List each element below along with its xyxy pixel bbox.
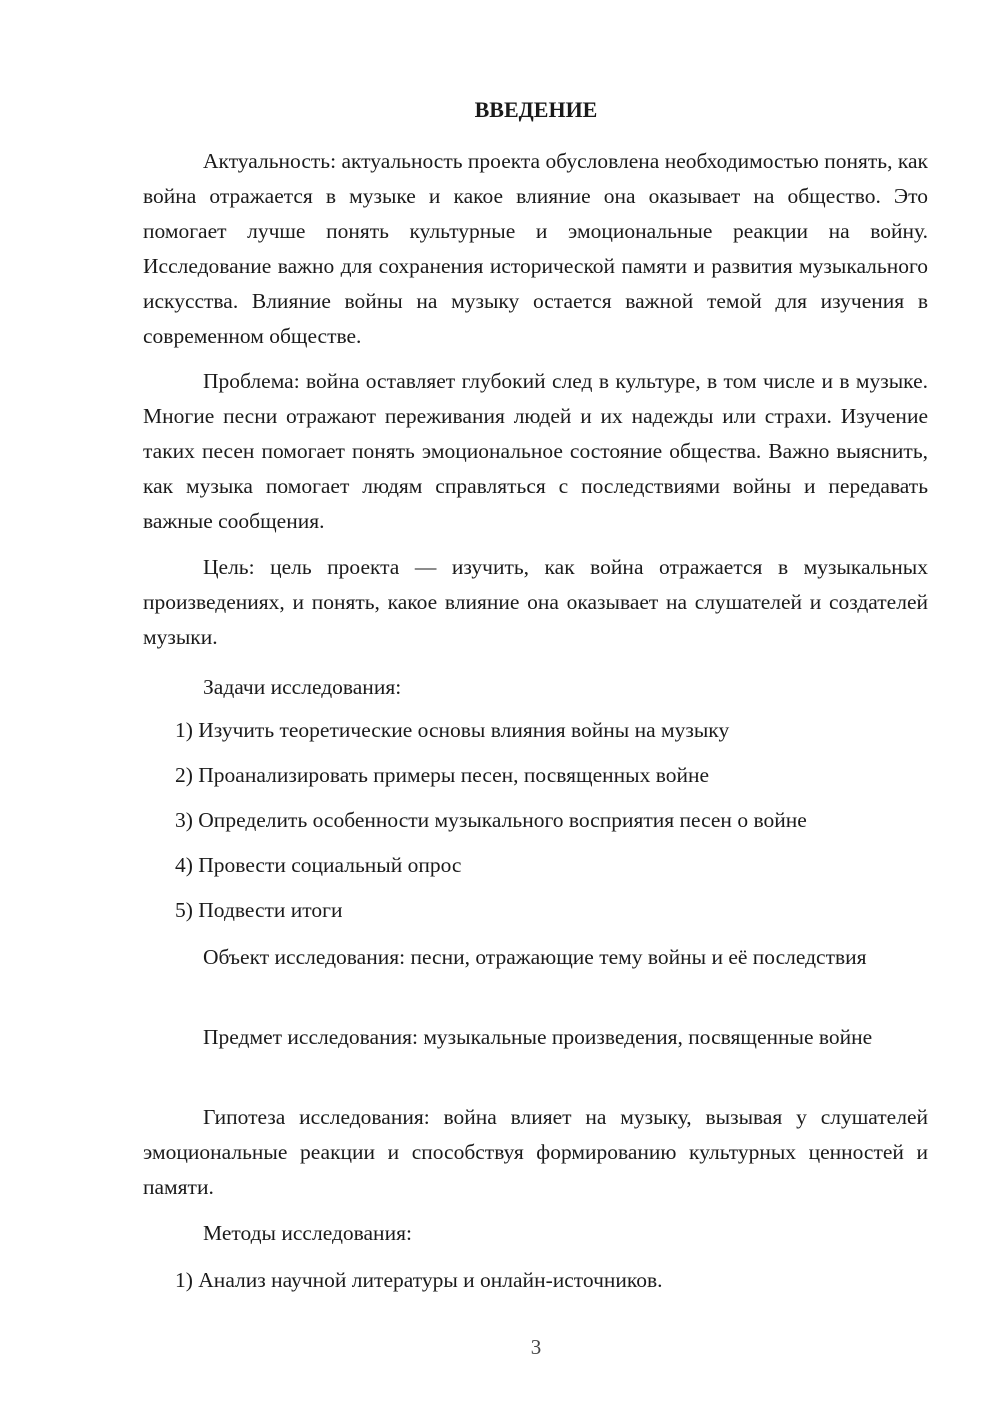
paragraph-hypothesis: Гипотеза исследования: война влияет на музыку, вызывая у слушателей эмоциональные реакции и способствуя формированию культурных ценностей и памяти. [143, 1105, 928, 1199]
paragraph-goal: Цель: цель проекта — изучить, как война отражается в музыкальных произведениях, и понять, какое влияние она оказывает на слушателей и создателей музыки. [143, 555, 928, 649]
method-item-1: 1) Анализ научной литературы и онлайн-источников. [175, 1268, 663, 1292]
tasks-heading: Задачи исследования: [203, 675, 402, 699]
task-item-2: 2) Проанализировать примеры песен, посвященных войне [175, 763, 710, 787]
paragraph-problem: Проблема: война оставляет глубокий след в культуре, в том числе и в музыке. Многие песни отражают переживания людей и их надежды или страхи. Изучение таких песен помогает понять эмоциональное состояние общества. Важно выяснить, как музыка помогает людям справляться с последствиями войны и передавать важные сообщения. [143, 369, 928, 533]
methods-heading: Методы исследования: [203, 1221, 412, 1245]
task-item-5: 5) Подвести итоги [175, 898, 343, 922]
paragraph-object: Объект исследования: песни, отражающие тему войны и её последствия [203, 945, 867, 969]
paragraph-relevance: Актуальность: актуальность проекта обусловлена необходимостью понять, как война отражается в музыке и какое влияние она оказывает на общество. Это помогает лучше понять культурные и эмоциональные реакции на войну. Исследование важно для сохранения исторической памяти и развития музыкального искусства. Влияние войны на музыку остается важной темой для изучения в современном обществе. [143, 149, 928, 348]
page-title: ВВЕДЕНИЕ [474, 97, 598, 122]
task-item-4: 4) Провести социальный опрос [175, 853, 462, 877]
task-item-3: 3) Определить особенности музыкального восприятия песен о войне [175, 808, 807, 832]
task-item-1: 1) Изучить теоретические основы влияния войны на музыку [175, 718, 730, 742]
paragraph-subject: Предмет исследования: музыкальные произведения, посвященные войне [203, 1025, 873, 1049]
page-number: 3 [530, 1335, 542, 1359]
